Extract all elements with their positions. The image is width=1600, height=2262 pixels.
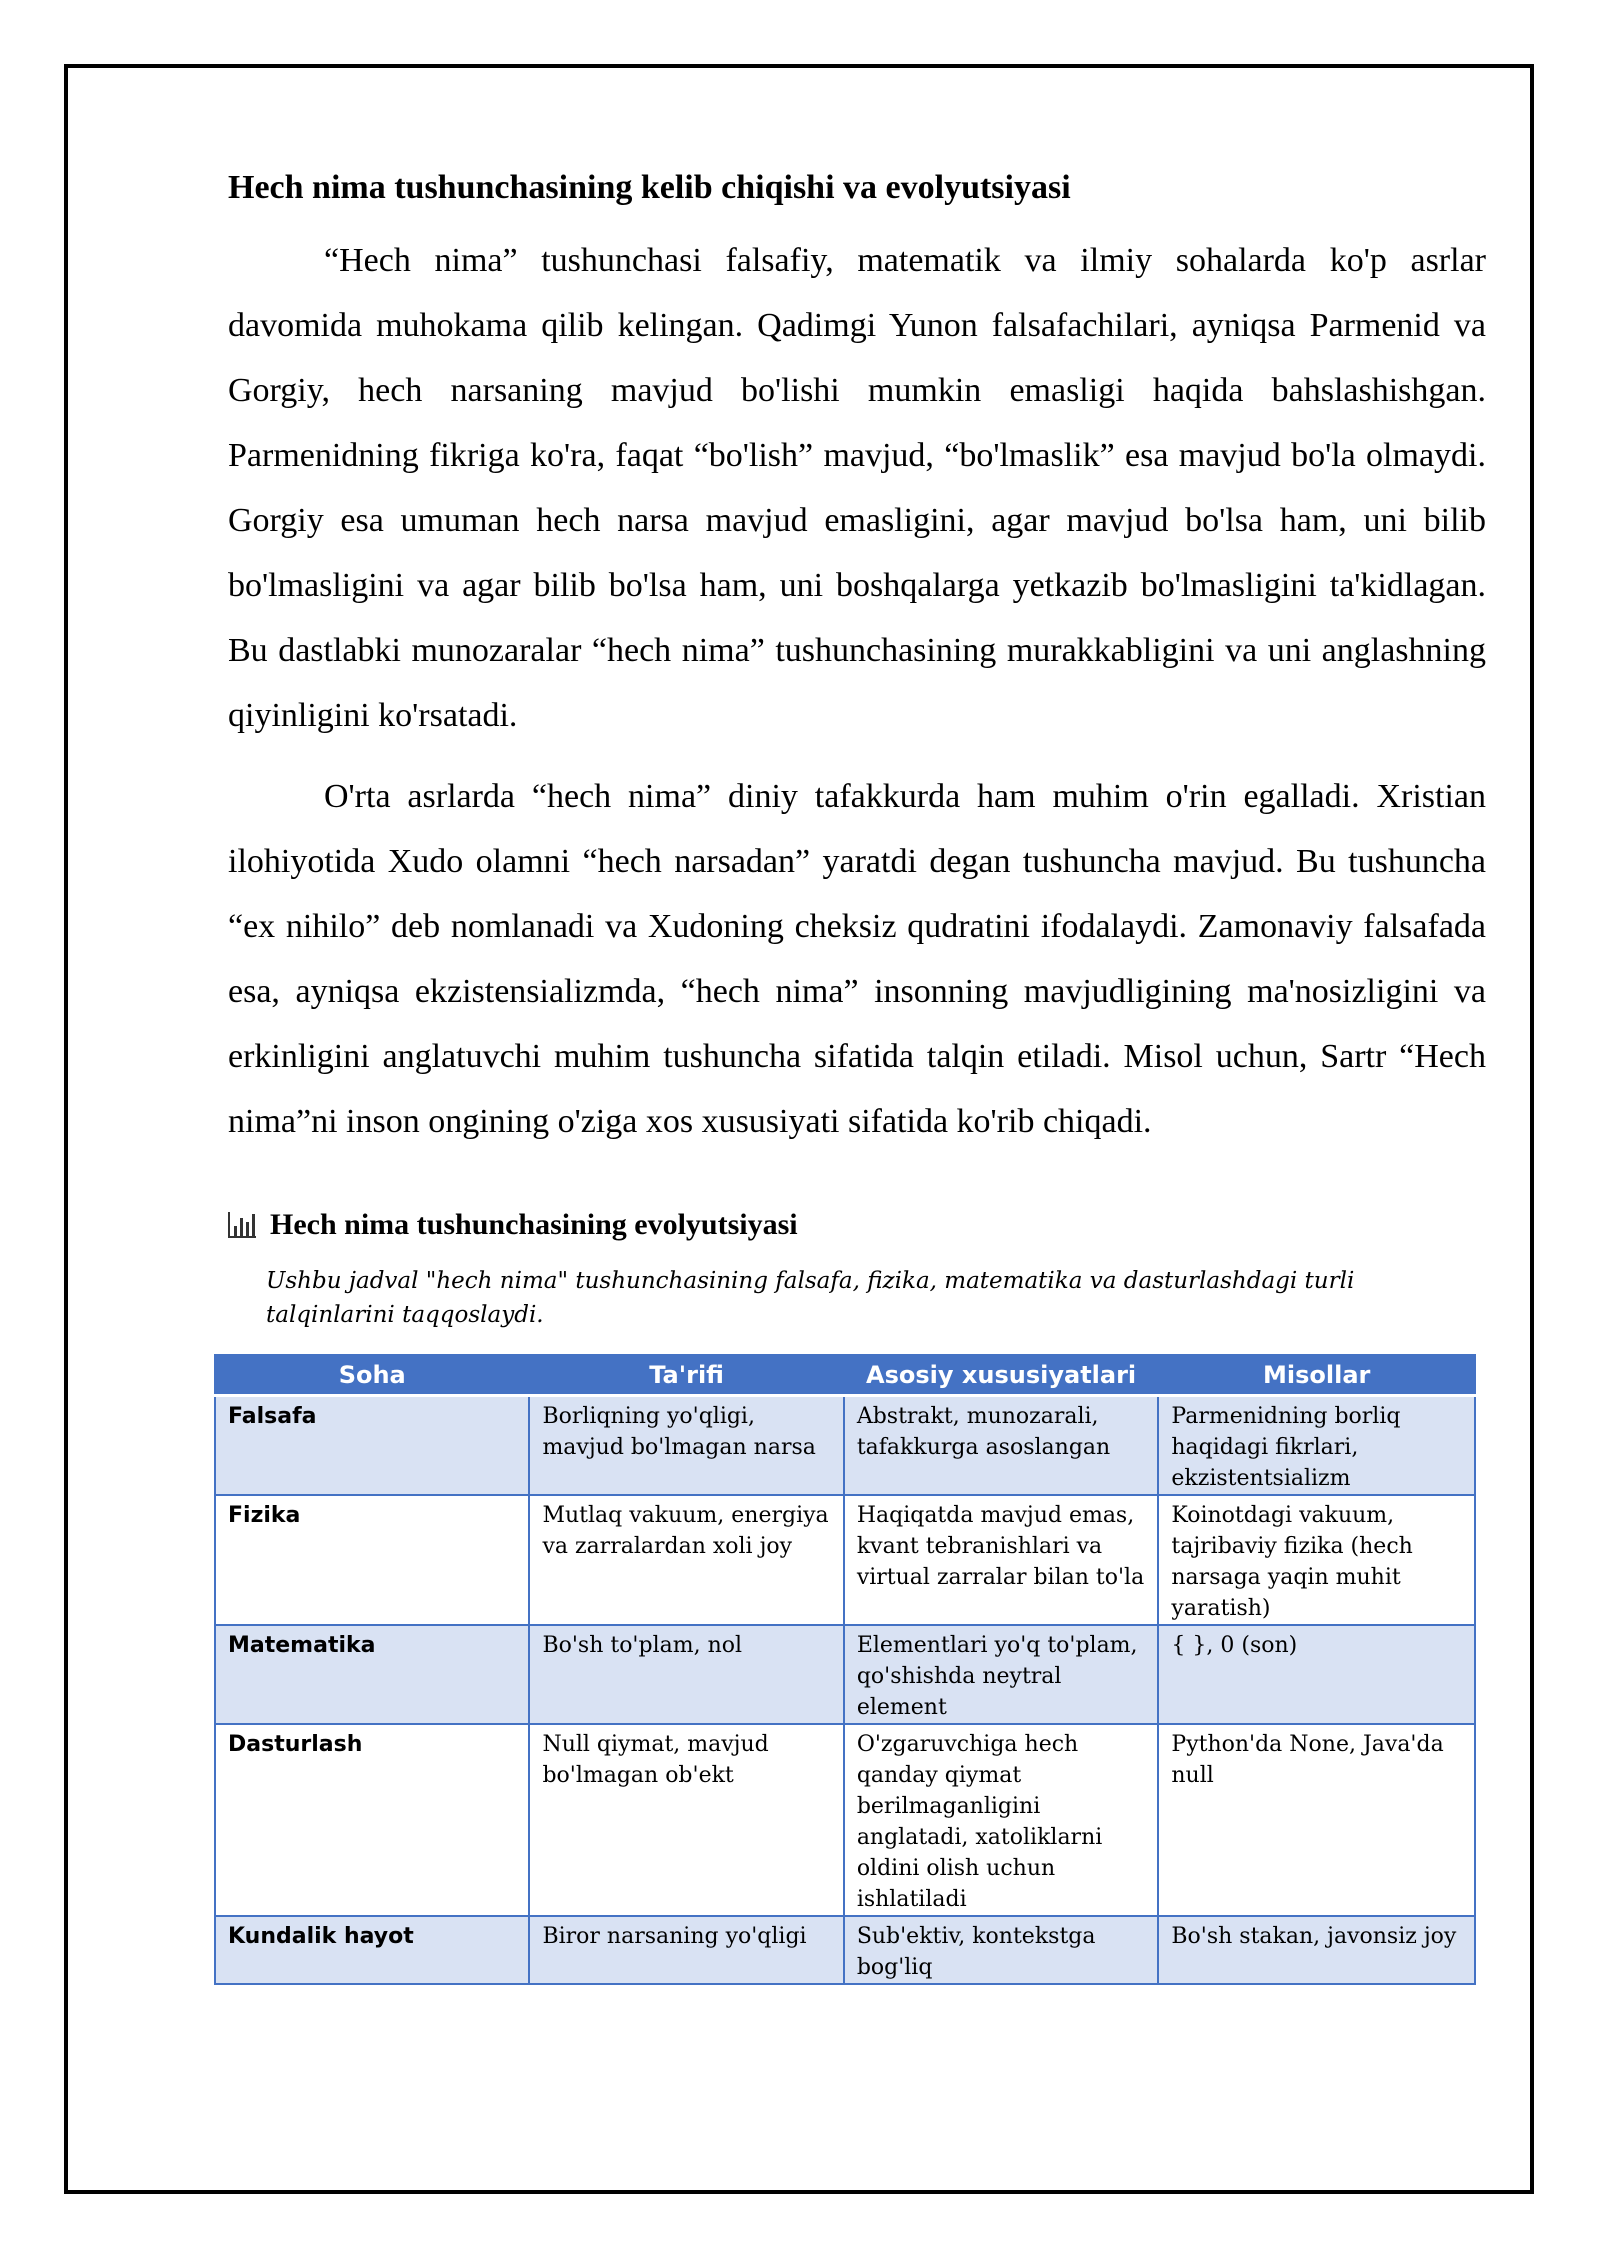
table-cell: Abstrakt, munozarali, tafakkurga asoslangan [844, 1396, 1159, 1496]
header-cell: Misollar [1158, 1355, 1475, 1396]
table-cell: Biror narsaning yo'qligi [529, 1916, 843, 1984]
row-label: Fizika [215, 1495, 529, 1625]
row-label: Dasturlash [215, 1724, 529, 1916]
table-cell: Bo'sh to'plam, nol [529, 1625, 843, 1724]
table-description: Ushbu jadval "hech nima" tushunchasining falsafa, fizika, matematika va dasturlashdagi turli talqinlarini taqqoslaydi. [266, 1268, 1355, 1328]
paragraph-1: “Hech nima” tushunchasi falsafiy, matematik va ilmiy sohalarda ko'p asrlar davomida muhokama qilib kelingan. Qadimgi Yunon falsafachilari, ayniqsa Parmenid va Gorgiy, hech narsaning mavjud bo'lishi mumkin emasligi haqida bahslashishgan. Parmenidning fikriga ko'ra, faqat “bo'lish” mavjud, “bo'lmaslik” esa mavjud bo'la olmaydi. Gorgiy esa umuman hech narsa mavjud emasligini, agar mavjud bo'lsa ham, uni bilib bo'lmasligini va agar bilib bo'lsa ham, uni boshqalarga yetkazib bo'lmasligini ta'kidlagan. Bu dastlabki munozaralar “hech nima” tushunchasining murakkabligini va uni anglashning qiyinligini ko'rsatadi. [228, 242, 1486, 734]
table-cell: Borliqning yo'qligi, mavjud bo'lmagan narsa [529, 1396, 843, 1496]
row-label: Falsafa [215, 1396, 529, 1496]
table-cell: { }, 0 (son) [1158, 1625, 1475, 1724]
comparison-table [214, 1354, 1476, 1985]
table-cell: Haqiqatda mavjud emas, kvant tebranishlari va virtual zarralar bilan to'la [844, 1495, 1159, 1625]
table-row [215, 1916, 1475, 1984]
table-cell: Parmenidning borliq haqidagi fikrlari, ekzistentsializm [1158, 1396, 1475, 1496]
row-label: Kundalik hayot [215, 1916, 529, 1984]
table-cell: Elementlari yo'q to'plam, qo'shishda neytral element [844, 1625, 1159, 1724]
table-cell: Python'da None, Java'da null [1158, 1724, 1475, 1916]
table-row [215, 1724, 1475, 1916]
table-cell: Koinotdagi vakuum, tajribaviy fizika (hech narsaga yaqin muhit yaratish) [1158, 1495, 1475, 1625]
table-row [215, 1495, 1475, 1625]
header-cell: Soha [215, 1355, 529, 1396]
table-cell: Bo'sh stakan, javonsiz joy [1158, 1916, 1475, 1984]
document-body [228, 168, 1486, 1985]
table-header-row [215, 1355, 1475, 1396]
paragraph-2: O'rta asrlarda “hech nima” diniy tafakkurda ham muhim o'rin egalladi. Xristian ilohiyotida Xudo olamni “hech narsadan” yaratdi degan tushuncha mavjud. Bu tushuncha “ex nihilo” deb nomlanadi va Xudoning cheksiz qudratini ifodalaydi. Zamonaviy falsafada esa, ayniqsa ekzistensializmda, “hech nima” insonning mavjudligining ma'nosizligini va erkinligini anglatuvchi muhim tushuncha sifatida talqin etiladi. Misol uchun, Sartr “Hech nima”ni inson ongining o'ziga xos xususiyati sifatida ko'rib chiqadi. [228, 778, 1486, 1140]
table-cell: Sub'ektiv, kontekstga bog'liq [844, 1916, 1159, 1984]
table-cell: Null qiymat, mavjud bo'lmagan ob'ekt [529, 1724, 843, 1916]
table-row [215, 1625, 1475, 1724]
table-caption-text: Hech nima tushunchasining evolyutsiyasi [270, 1208, 798, 1241]
document-title: Hech nima tushunchasining kelib chiqishi va evolyutsiyasi [228, 169, 1071, 206]
header-cell: Asosiy xususiyatlari [844, 1355, 1159, 1396]
bar-chart-icon [228, 1212, 256, 1238]
header-cell: Ta'rifi [529, 1355, 843, 1396]
row-label: Matematika [215, 1625, 529, 1724]
table-cell: O'zgaruvchiga hech qanday qiymat berilmaganligini anglatadi, xatoliklarni oldini olish uchun ishlatiladi [844, 1724, 1159, 1916]
table-row [215, 1396, 1475, 1496]
table-caption [228, 1208, 1486, 1242]
table-cell: Mutlaq vakuum, energiya va zarralardan xoli joy [529, 1495, 843, 1625]
